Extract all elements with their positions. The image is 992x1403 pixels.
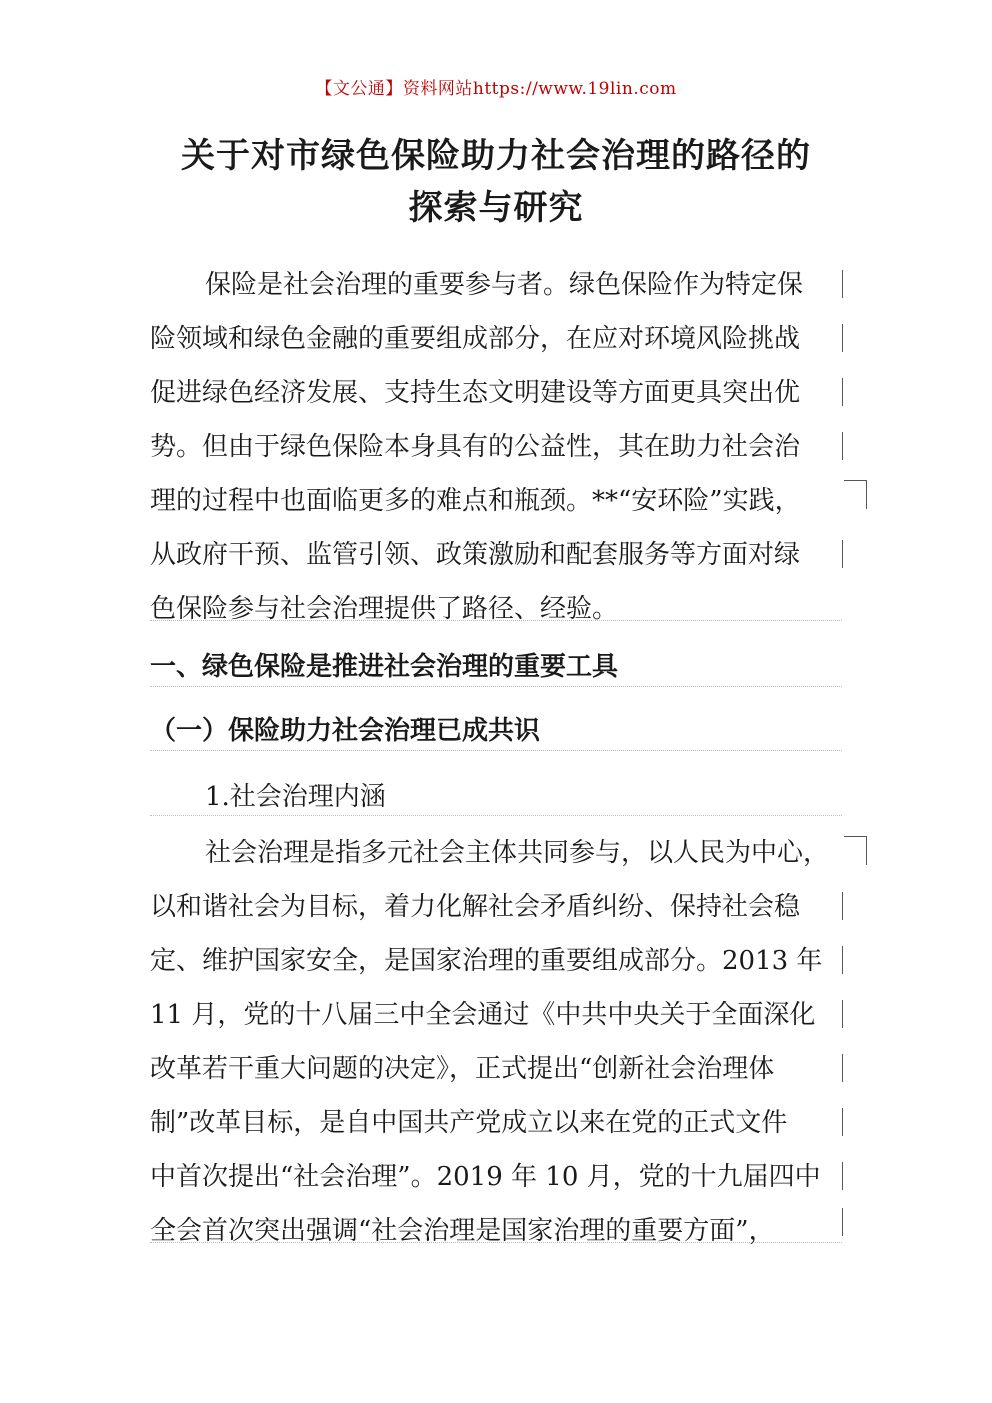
paragraph-line: 11 月，党的十八届三中全会通过《中共中央关于全面深化	[150, 1000, 816, 1030]
paragraph-line: 中首次提出“社会治理”。2019 年 10 月，党的十九届四中	[150, 1162, 821, 1192]
divider	[150, 1242, 842, 1243]
margin-mark	[866, 480, 867, 509]
margin-mark	[842, 540, 843, 568]
paragraph-line: 促进绿色经济发展、支持生态文明建设等方面更具突出优	[150, 378, 801, 408]
paragraph-line: 险领域和绿色金融的重要组成部分，在应对环境风险挑战	[150, 324, 801, 354]
paragraph-line: 保险是社会治理的重要参与者。绿色保险作为特定保	[205, 270, 804, 300]
paragraph-line: 理的过程中也面临更多的难点和瓶颈。**“安环险”实践，	[150, 486, 801, 516]
margin-mark	[844, 480, 867, 481]
margin-mark	[842, 378, 843, 406]
title-line-1: 关于对市绿色保险助力社会治理的路径的	[181, 136, 811, 176]
intro-paragraph	[150, 258, 842, 636]
paragraph-line: 定、维护国家安全，是国家治理的重要组成部分。2013 年	[150, 946, 823, 976]
margin-mark	[842, 324, 843, 352]
paragraph-line: 从政府干预、监管引领、政策激励和配套服务等方面对绿	[150, 540, 801, 570]
paragraph-line: 社会治理是指多元社会主体共同参与，以人民为中心，	[205, 838, 830, 868]
body-paragraph	[150, 826, 842, 1258]
margin-mark	[842, 270, 843, 298]
margin-mark	[842, 892, 843, 920]
margin-mark	[842, 946, 843, 974]
paragraph-line: 制”改革目标，是自中国共产党成立以来在党的正式文件	[150, 1108, 788, 1138]
paragraph-line: 改革若干重大问题的决定》，正式提出“创新社会治理体	[150, 1054, 775, 1084]
divider	[150, 750, 842, 751]
divider	[150, 815, 842, 816]
site-header-link[interactable]: 【文公通】资料网站https://www.19lin.com	[315, 79, 677, 99]
margin-mark	[842, 1108, 843, 1136]
margin-mark	[842, 432, 843, 460]
divider	[150, 686, 842, 687]
margin-mark	[842, 1054, 843, 1082]
margin-mark	[842, 1208, 843, 1236]
subsection-heading: （一）保险助力社会治理已成共识	[150, 716, 541, 746]
margin-mark	[866, 836, 867, 865]
margin-mark	[842, 1000, 843, 1028]
section-heading: 一、绿色保险是推进社会治理的重要工具	[150, 652, 619, 682]
document-title	[100, 130, 892, 234]
title-line-2: 探索与研究	[408, 188, 584, 228]
margin-mark	[842, 1162, 843, 1190]
paragraph-line: 色保险参与社会治理提供了路径、经验。	[150, 594, 619, 624]
item-heading: 1.社会治理内涵	[205, 782, 386, 812]
margin-mark	[844, 836, 867, 837]
paragraph-line: 全会首次突出强调“社会治理是国家治理的重要方面”，	[150, 1216, 775, 1246]
paragraph-line: 以和谐社会为目标，着力化解社会矛盾纠纷、保持社会稳	[150, 892, 801, 922]
divider	[150, 620, 842, 621]
paragraph-line: 势。但由于绿色保险本身具有的公益性，其在助力社会治	[150, 432, 801, 462]
